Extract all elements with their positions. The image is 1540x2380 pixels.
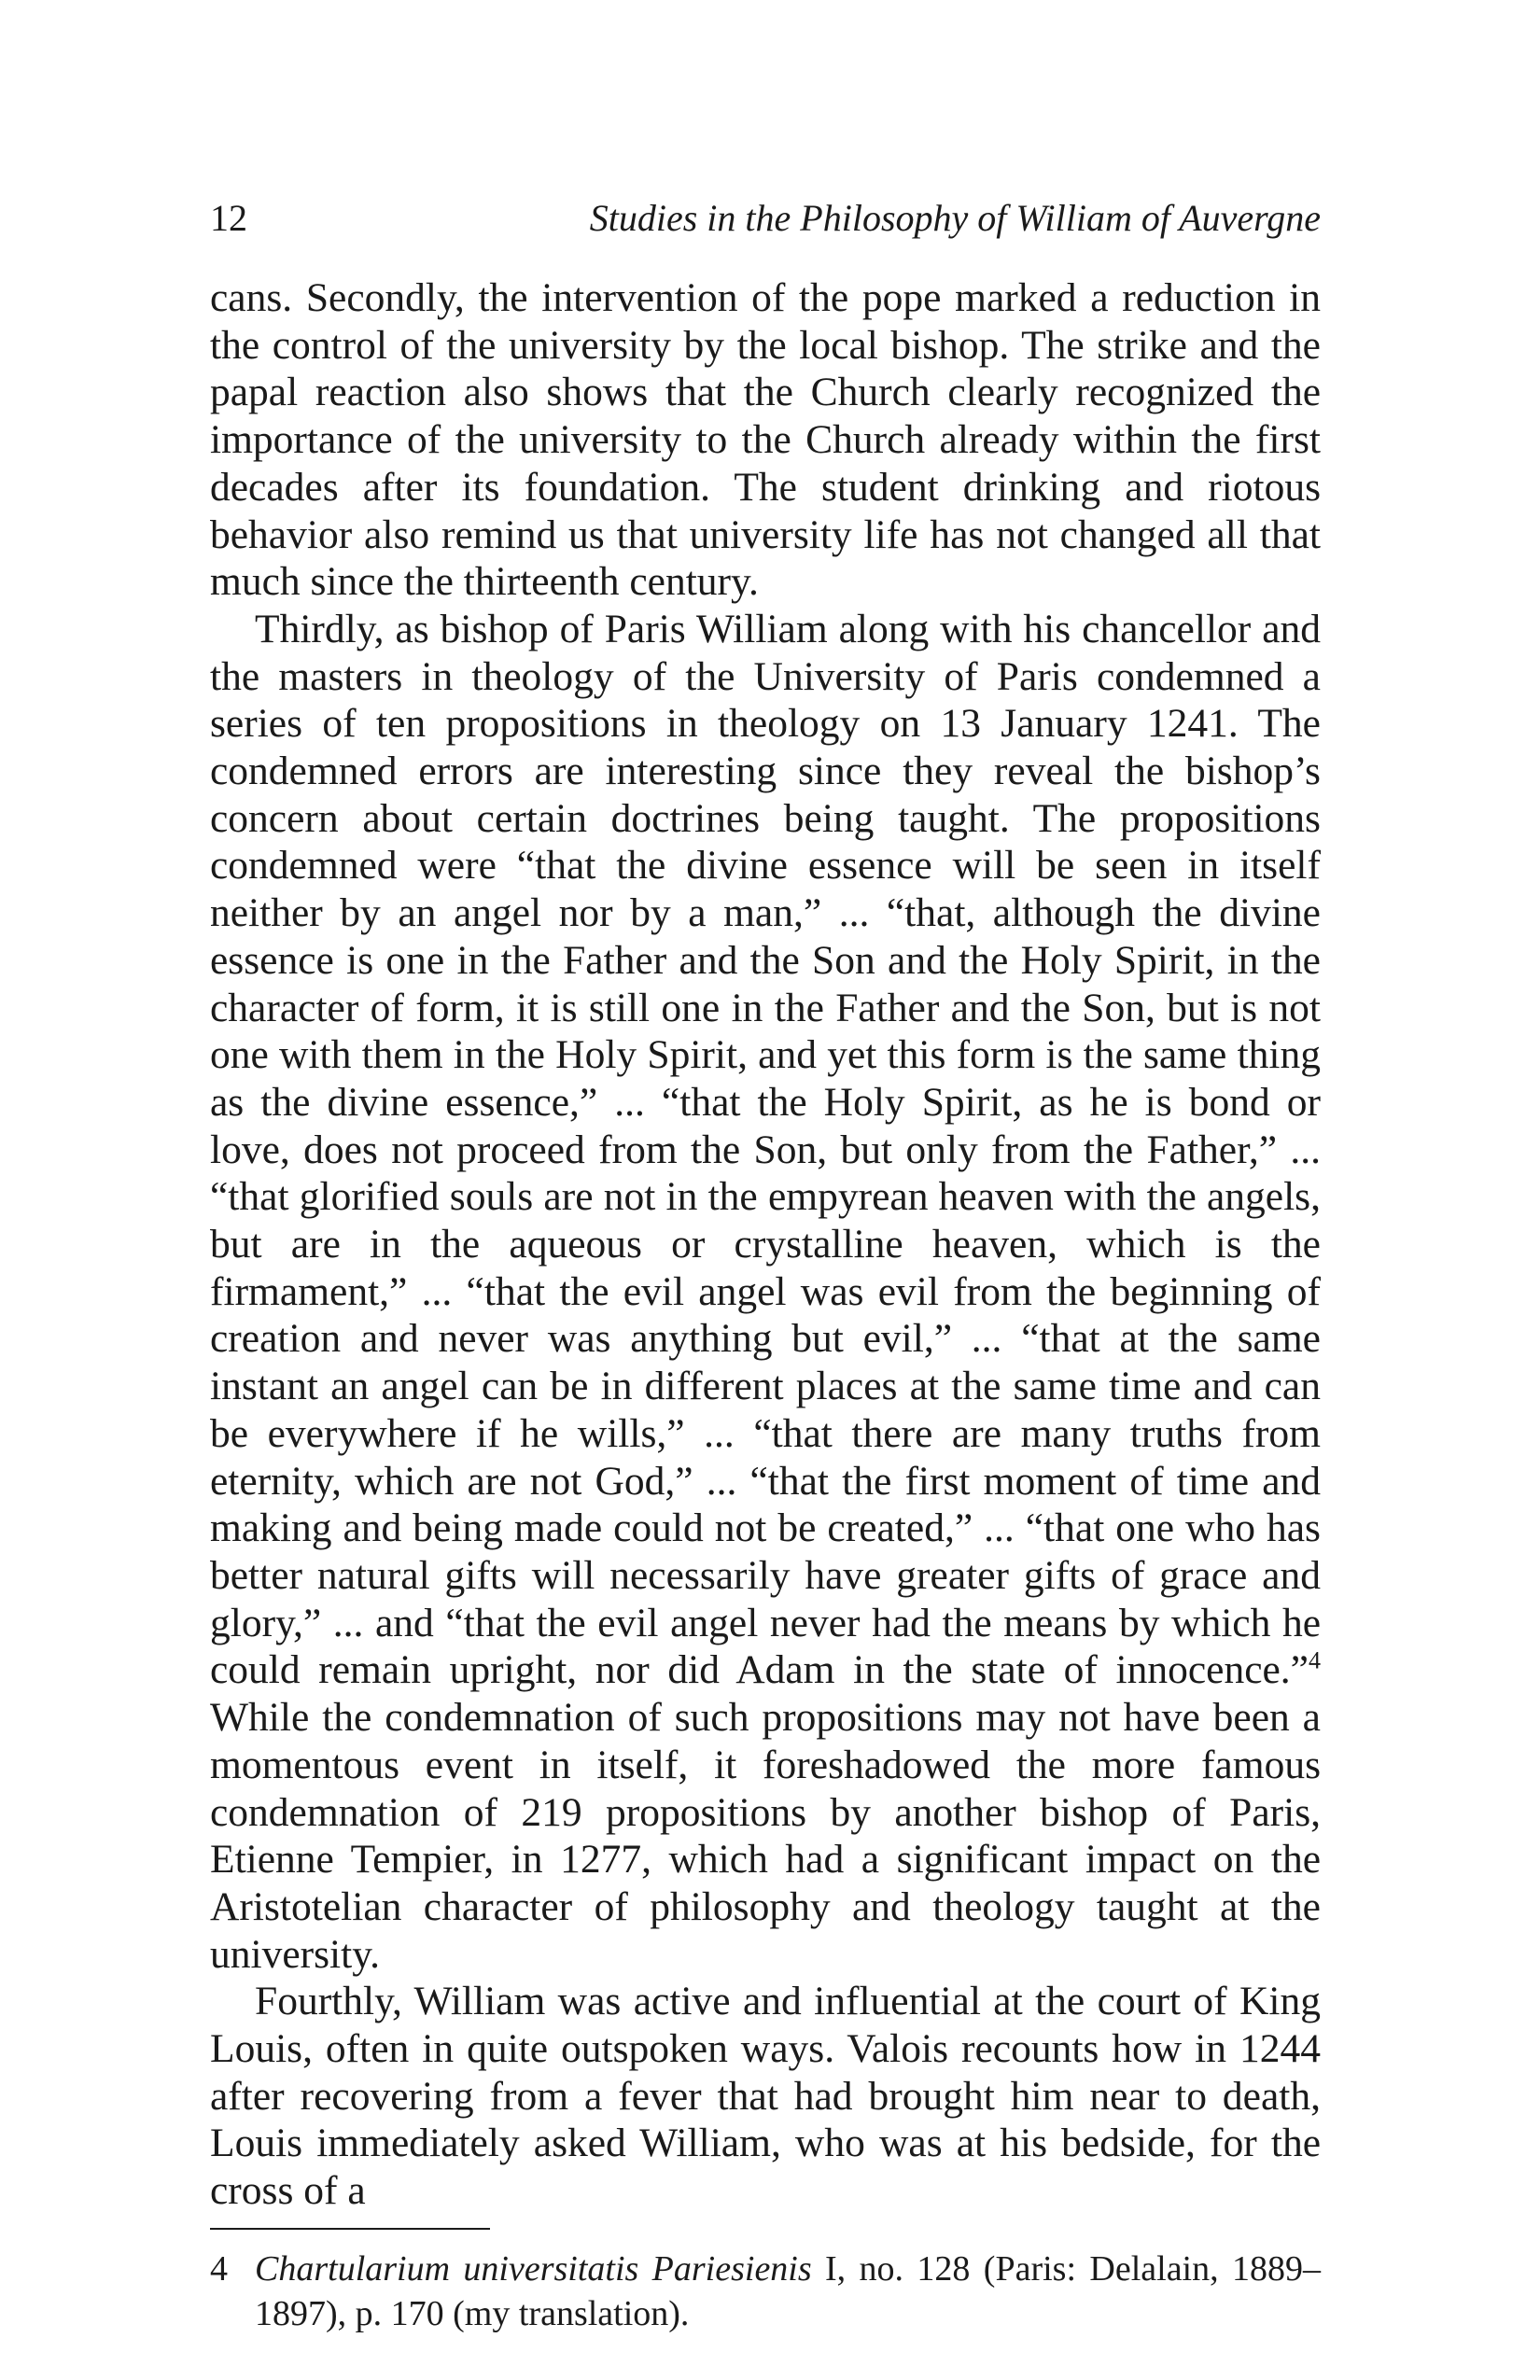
paragraph-1: cans. Secondly, the intervention of the pope marked a reduction in the control of the university by the local bishop. The strike and the papal reaction also shows that the Church clearly recognized the importance of the university to the Church already within the first decades after its foundation. The student drinking and riotous behavior also remind us that university life has not changed all that much since the thirteenth century. (210, 275, 1321, 605)
footnote-number: 4 (210, 2248, 228, 2289)
running-title: Studies in the Philosophy of William of Auvergne (589, 197, 1321, 239)
paragraph-2-continued: While the condemnation of such propositions may not have been a momentous event in itself, it foreshadowed the more famous condemnation of 219 propositions by another bishop of Paris, Etienne Tempier, in 1277, which had a significant impact on the Aristotelian character of philosophy and theology taught at the university. (210, 1695, 1321, 1977)
page-number: 12 (210, 197, 247, 239)
paragraph-2-text: Thirdly, as bishop of Paris William along with his chancellor and the masters in theology of the University of Paris condemned a series of ten propositions in theology on 13 January 1241. The condemned errors are interesting since they reveal the bishop’s concern about certain doctrines being taught. The propositions condemned were “that the divine essence will be seen in itself neither by an angel nor by a man,” ... “that, although the divine essence is one in the Father and the Son and the Holy Spirit, in the character of form, it is still one in the Father and the Son, but is not one with them in the Holy Spirit, and yet this form is the same thing as the divine essence,” ... “that the Holy Spirit, as he is bond or love, does not proceed from the Son, but only from the Father,” ... “that glorified souls are not in the empyrean heaven with the angels, but are in the aqueous or crystalline heaven, which is the firmament,” ... “that the evil angel was evil from the beginning of creation and never was anything but evil,” ... “that at the same instant an angel can be in different places at the same time and can be everywhere if he wills,” ... “that there are many truths from eternity, which are not God,” ... “that the first moment of time and making and being made could not be created,” ... “that one who has better natural gifts will necessarily have greater gifts of grace and glory,” ... and “that the evil angel never had the means by which he could remain upright, nor did Adam in the state of innocence.” (210, 606, 1321, 1693)
footnote-reference[interactable]: 4 (1309, 1646, 1321, 1674)
book-page (210, 196, 1321, 2336)
footnote-rule (210, 2228, 490, 2230)
body-text (210, 274, 1321, 2215)
paragraph-3: Fourthly, William was active and influential at the court of King Louis, often in quite outspoken ways. Valois recounts how in 1244 after recovering from a fever that had brought him near to death, Louis immediately asked William, who was at his bedside, for the cross of a (210, 1979, 1321, 2214)
footnote-text: I, no. 128 (Paris: Delalain, 1889–1897), p. 170 (my translation). (255, 2248, 1321, 2333)
footnote (210, 2247, 1321, 2336)
footnote-body (255, 2247, 1321, 2336)
footnote-title: Chartularium universitatis Pariesienis (255, 2248, 812, 2289)
running-head (210, 196, 1321, 252)
paragraph-2 (210, 606, 1321, 1978)
